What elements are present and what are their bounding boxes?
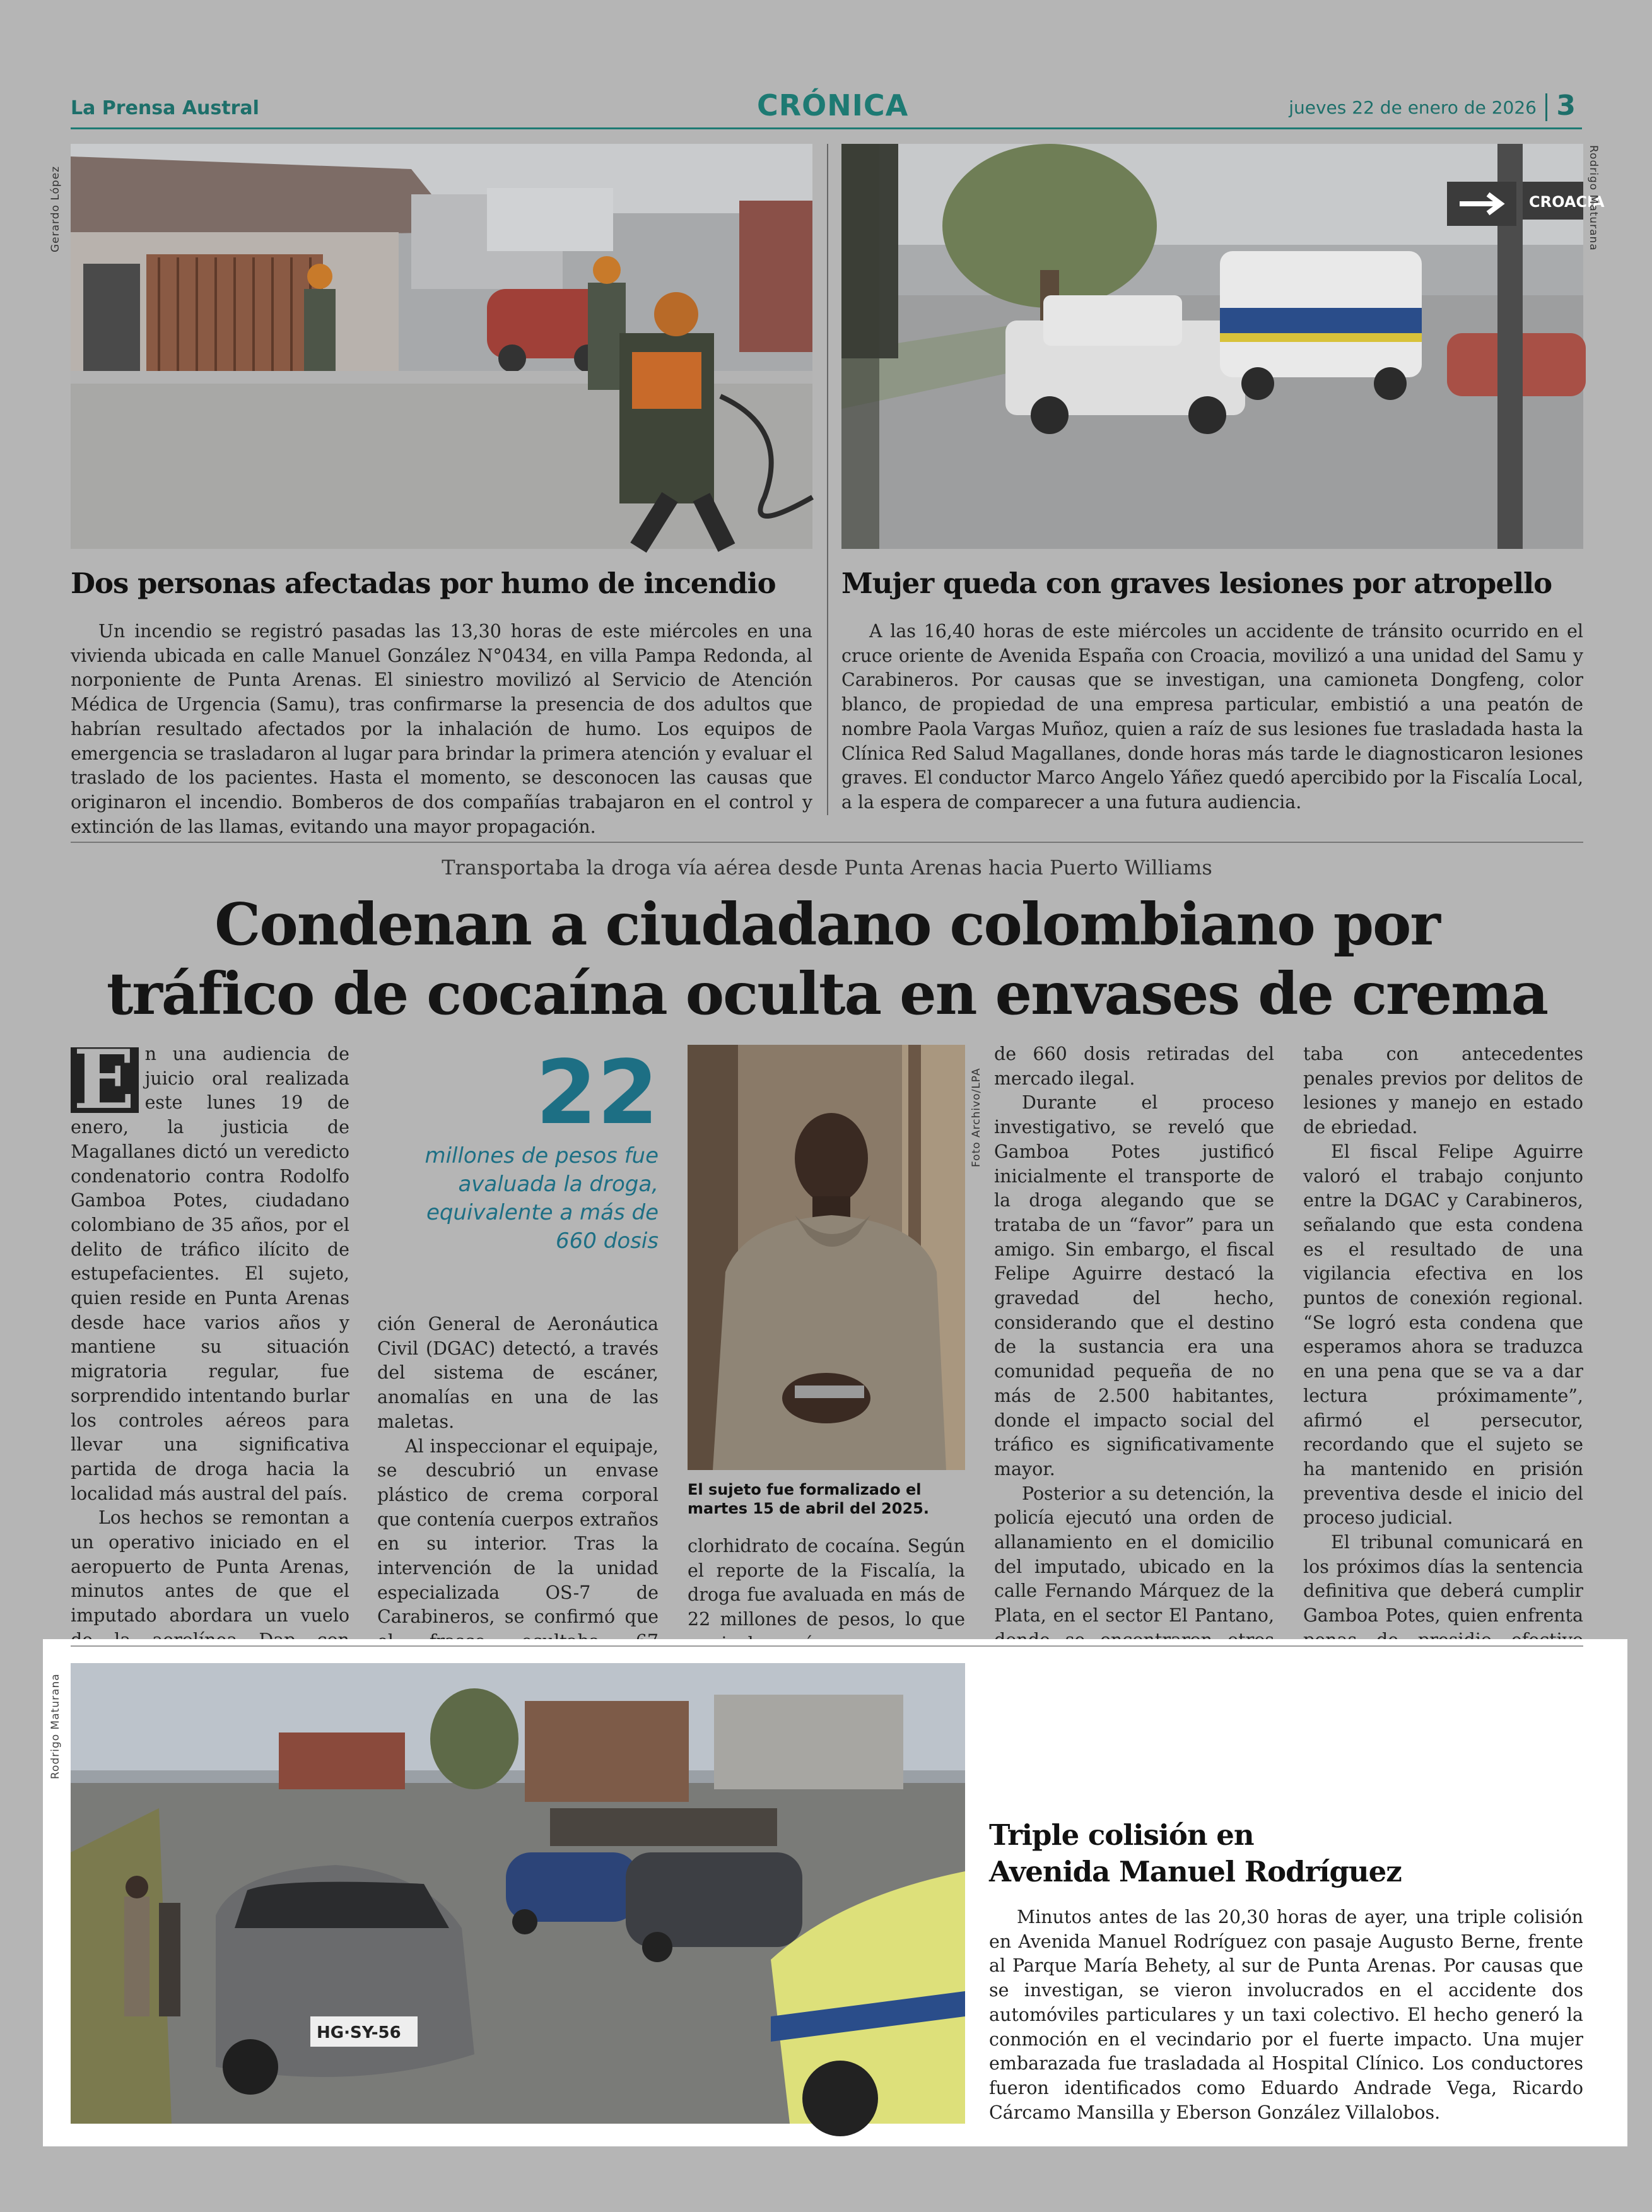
collision-photo [71, 1663, 965, 2124]
collision-headline-line-1: Triple colisión en [989, 1818, 1254, 1852]
license-plate-text: HG·SY-56 [317, 2023, 401, 2042]
pull-quote-number: 22 [536, 1042, 659, 1144]
section-title: CRÓNICA [757, 88, 909, 122]
defendant-photo [688, 1045, 965, 1470]
main-headline-line-1: Condenan a ciudadano colombiano por [214, 890, 1439, 958]
main-col-3-paragraph-1: clorhidrato de cocaína. Según el reporte de la Fiscalía, la droga fue avaluada en más de 22 millones de pesos, lo que [688, 1536, 965, 1630]
fire-photo [71, 144, 812, 549]
paper-name: La Prensa Austral [71, 97, 259, 119]
main-col-4-paragraph-2: Durante el proceso investigativo, se reveló que Gamboa Potes justificó inicialmente el transporte de la droga alegando que se trataba de un “favor” para un amigo. Sin embargo, el fiscal Felipe Aguirre destacó la gravedad del hecho, considerando que el destino de la sustancia era una comunidad pequeña de no más de 2.500 habitantes, donde el impacto social del tráfico es significativamente mayor. [994, 1092, 1274, 1480]
main-headline [71, 890, 1583, 1028]
section-divider [71, 842, 1583, 843]
drop-cap: E [71, 1047, 139, 1113]
photo-credit-fire: Gerardo López [49, 165, 62, 252]
masthead [71, 88, 1582, 129]
fire-body [71, 620, 812, 839]
main-col-5-paragraph-2: El fiscal Felipe Aguirre valoró el trabajo conjunto entre la DGAC y Carabineros, señalando que esta condena es el resultado de una vigilancia efectiva en los puntos de conexión regional. “Se logró esta condena que esperamos ahora se traduzca en una pena que se va a dar lectura próximamente”, afirmó el persecutor, recordando que el sujeto se ha mantenido en prisión preventiva desde el inicio del proceso judicial. [1303, 1141, 1583, 1529]
run-over-body-text: A las 16,40 horas de este miércoles un accidente de tránsito ocurrido en el cruce oriente de Avenida España con Croacia, movilizó a una unidad del Samu y Carabineros. Por causas que se investigan, una camioneta Dongfeng, color blanco, de propiedad de una empresa particular, embistió a una peatón de nombre Paola Vargas Muñoz, quien a raíz de sus lesiones fue trasladada hasta la Clínica Red Salud Magallanes, donde horas más tarde le diagnosticaron lesiones graves. El conductor Marco Angelo Yáñez quedó apercibido por la Fiscalía Local, a la espera de comparecer a una futura audiencia. [841, 621, 1583, 813]
issue-date: jueves 22 de enero de 2026 [1289, 97, 1537, 118]
collision-divider [71, 1645, 1583, 1647]
page-number-separator [1545, 93, 1547, 121]
collision-body [989, 1905, 1583, 2125]
pull-quote-text: millones de pesos fue avaluada la droga, equivalente a más de 660 dosis [425, 1143, 659, 1254]
photo-credit-defendant: Foto Archivo/LPA [970, 1068, 983, 1167]
main-col-4-paragraph-3: Posterior a su detención, la policía ejecutó una orden de allanamiento en el domicilio del imputado, ubicado en la calle Fernando Márquez de la Plata, en el sector El Pantano, [994, 1483, 1274, 1627]
main-headline-line-2: tráfico de cocaína oculta en envases de crema [106, 960, 1548, 1028]
main-col-5-paragraph-1: taba con antecedentes penales previos por delitos de lesiones y manejo en estado de ebriedad. [1303, 1044, 1583, 1138]
collision-headline-line-2: Avenida Manuel Rodríguez [989, 1855, 1402, 1888]
main-col-4-paragraph-1: de 660 dosis retiradas del mercado ilegal. [994, 1044, 1274, 1089]
main-col-5 [1303, 1042, 1583, 1702]
main-col-1-paragraph-2: Los hechos se remontan a un operativo iniciado en el aeropuerto de Punta Arenas, minutos antes de que el imputado abordara un vuelo [71, 1507, 349, 1627]
column-divider [827, 144, 828, 815]
street-sign-text: CROACIA [1529, 193, 1605, 211]
photo-credit-collision: Rodrigo Maturana [49, 1673, 62, 1779]
main-col-2-paragraph-2: Al inspeccionar el equipaje, se descubrió un envase plástico de crema corporal que contenía cuerpos extraños en su interior. Tras la intervención de la unidad especializada OS-7 de Carabineros, se confirmó que [377, 1435, 659, 1628]
main-kicker: Transportaba la droga vía aérea desde Punta Arenas hacia Puerto Williams [442, 856, 1212, 880]
photo-credit-run-over: Rodrigo Maturana [1587, 145, 1600, 251]
fire-headline: Dos personas afectadas por humo de incendio [71, 567, 776, 600]
run-over-headline: Mujer queda con graves lesiones por atropello [841, 567, 1552, 600]
main-col-5-paragraph-3-text: El tribunal comunicará en los próximos días la sentencia definitiva que deberá cumplir Gamboa Potes, quien enfrenta [1303, 1532, 1583, 1627]
main-kicker-wrap [71, 856, 1583, 880]
collision-body-text: Minutos antes de las 20,30 horas de ayer, una triple colisión en Avenida Manuel Rodríguez con pasaje Augusto Berne, frente al Parque María Behety, al sur de Punta Arenas. Por causas que se investigan, se vieron involucrados en el accidente dos automóviles particulares y un taxi colectivo. El hecho generó la conmoción en el vecindario por el fuerte impacto. Una mujer embarazada fue trasladada al Hospital Clínico. Los conductores fueron identificados como Eduardo Andrade Vega, Ricardo Cárcamo Mansilla y Eberson González Villalobos. [989, 1907, 1583, 2123]
collision-headline [989, 1817, 1588, 1890]
main-col-1-paragraph-1: n una audiencia de juicio oral realizada este lunes 19 de enero, la justicia de Magallanes dictó un veredicto condenatorio contra Rodolfo Gamboa Potes, ciudadano colombiano de 35 años, por el delito de tráfico ilícito de estupefacientes. El sujeto, quien reside en Punta Arenas desde hace varios años y mantiene su situación migratoria regular, fue sorprendido intentando burlar los controles aéreos para llevar una significativa partida de droga hacia la localidad más austral del país. [71, 1044, 349, 1504]
page-number: 3 [1556, 90, 1576, 122]
main-col-4 [994, 1042, 1274, 1726]
photo-caption: El sujeto fue formalizado el martes 15 de abril del 2025. [688, 1481, 929, 1517]
run-over-body [841, 620, 1583, 815]
main-col-2-paragraph-1: ción General de Aeronáutica Civil (DGAC) detectó, a través del sistema de escáner, anomalías en una de las maletas. [377, 1314, 659, 1432]
pull-quote [404, 1042, 659, 1256]
fire-body-text: Un incendio se registró pasadas las 13,30 horas de este miércoles en una vivienda ubicada en calle Manuel González N°0434, en villa Pampa Redonda, al norponiente de Punta Arenas. El siniestro movilizó al Servicio de Atención Médica de Urgencia (Samu), tras confirmarse la presencia de dos adultos que habrían resultado afectados por la inhalación de humo. Los equipos de emergencia se trasladaron al lugar para brindar la primera atención y evaluar el traslado de los pacientes. Hasta el momento, se desconocen las causas que originaron el incendio. Bomberos de dos compañías trabajaron en el control y extinción de las llamas, evitando una mayor propagación. [71, 621, 812, 837]
main-col-3 [688, 1534, 965, 1657]
